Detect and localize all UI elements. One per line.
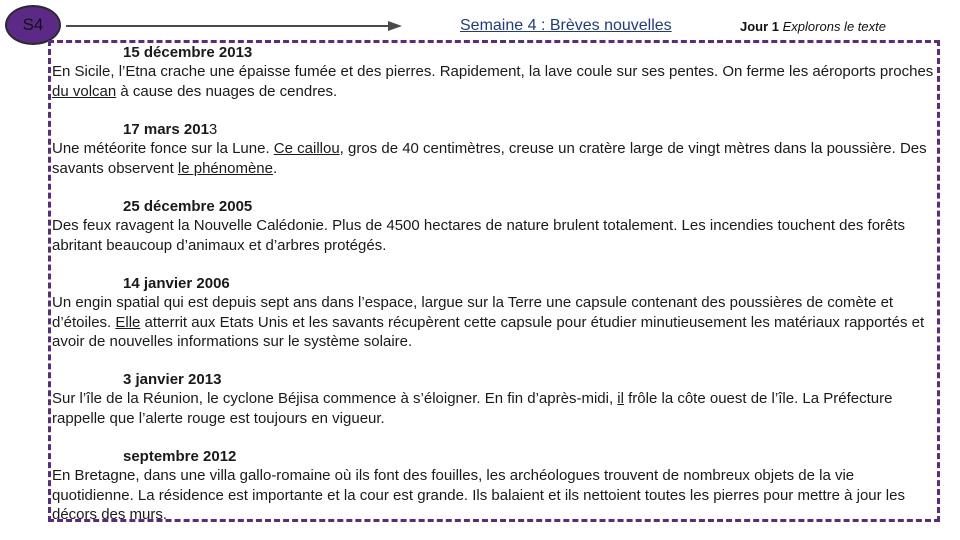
underlined-phrase: du volcan <box>52 82 117 100</box>
week-badge-label: S4 <box>22 15 44 34</box>
day-label: Jour 1 <box>740 19 780 34</box>
day-subtitle: Explorons le texte <box>782 19 886 34</box>
news-item <box>52 370 936 428</box>
news-body: Des feux ravagent la Nouvelle Calédonie. Plus de 4500 hectares de nature brulent totalement. Les incendies touchent des forêts abritant beaucoup d’animaux et d’arbres protégés. <box>52 217 906 254</box>
week-badge <box>5 5 61 45</box>
underlined-phrase: Ce caillou <box>273 140 340 157</box>
news-item <box>52 43 936 101</box>
news-date: 17 mars 2013 <box>123 121 218 138</box>
day-heading <box>740 19 886 34</box>
news-item <box>52 274 936 352</box>
underlined-phrase: le phénomène <box>177 159 273 177</box>
news-body: En Bretagne, dans une villa gallo-romaine où ils font des fouilles, les archéologues trouvent de nombreux objets de la vie quotidienne. La résidence est importante et la cour est grande. Ils balaient et ils nettoient toutes les pierres pour mettre à jour les décors des murs. <box>52 467 905 523</box>
underlined-phrase: il <box>617 390 624 407</box>
page-title: Semaine 4 : Brèves nouvelles <box>460 17 672 34</box>
news-body: En Sicile, l’Etna crache une épaisse fumée et des pierres. Rapidement, la lave coule sur ses pentes. On ferme les aéroports proches du volcan à cause des nuages de cendres. <box>52 63 934 100</box>
news-item <box>52 120 936 178</box>
news-item <box>52 447 936 525</box>
news-item <box>52 197 936 255</box>
underlined-phrase: Elle <box>115 313 141 331</box>
news-date: 14 janvier 2006 <box>123 275 230 292</box>
news-date: 15 décembre 2013 <box>123 44 253 61</box>
news-date: septembre 2012 <box>123 448 237 465</box>
news-date: 3 janvier 2013 <box>123 371 222 388</box>
news-date: 25 décembre 2005 <box>123 198 253 215</box>
news-body: Sur l’île de la Réunion, le cyclone Béjisa commence à s’éloigner. En fin d’après-midi, il frôle la côte ouest de l’île. La Préfecture rappelle que l’alerte rouge est toujours en vigueur. <box>52 390 893 427</box>
arrow-right-icon <box>66 20 402 32</box>
news-body: Une météorite fonce sur la Lune. Ce caillou, gros de 40 centimètres, creuse un cratère large de vingt mètres dans la poussière. Des savants observent le phénomène. <box>52 140 927 177</box>
news-body: Un engin spatial qui est depuis sept ans dans l’espace, largue sur la Terre une capsule contenant des poussières de comète et d’étoiles. Elle atterrit aux Etats Unis et les savants récupèrent cette capsule pour étudier minutieusement les matériaux rapportés et avoir de nouvelles informations sur le système solaire. <box>52 294 925 350</box>
